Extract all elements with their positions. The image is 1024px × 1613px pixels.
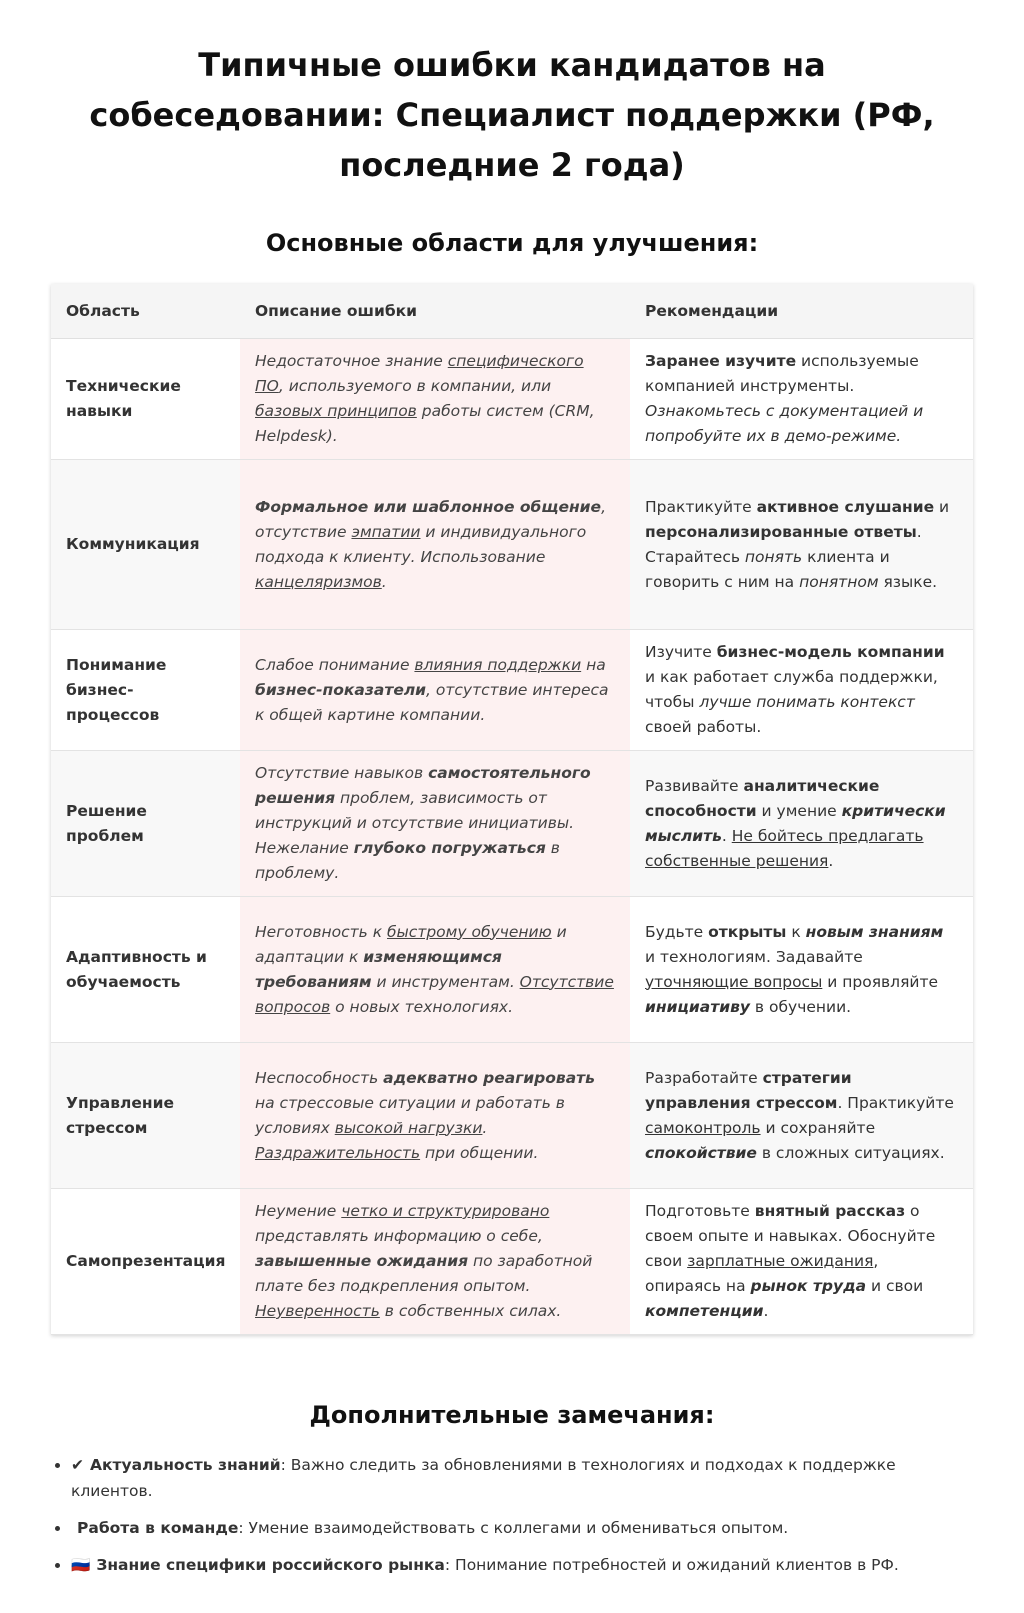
text-segment: Практикуйте — [645, 497, 757, 516]
text-segment: Неумение — [255, 1202, 342, 1220]
text-segment: рынок труда — [750, 1277, 867, 1295]
cell-error-description — [240, 897, 630, 1043]
text-segment: работы систем (CRM, Helpdesk). — [255, 402, 595, 445]
column-header-error: Описание ошибки — [240, 284, 630, 339]
text-segment: . Старайтесь — [645, 522, 922, 566]
text-segment: . — [482, 1118, 488, 1137]
text-segment: Формальное или шаблонное общение — [255, 497, 602, 516]
note-label: Знание специфики российского рынка — [96, 1556, 445, 1574]
text-segment: Заранее изучите — [645, 352, 797, 370]
text-segment: Изучите — [645, 643, 717, 661]
list-item — [71, 1452, 971, 1504]
text-segment: аналитические способности — [645, 776, 880, 820]
text-segment: Отсутствие вопросов — [255, 972, 614, 1016]
text-segment: при общении. — [420, 1143, 539, 1162]
list-item — [71, 1552, 971, 1578]
text-segment: новым знаниям — [805, 922, 944, 941]
table-row — [51, 897, 973, 1043]
text-segment: . — [721, 826, 732, 845]
text-segment: клиента и говорить с ним на — [645, 547, 890, 591]
text-segment: компетенции — [645, 1302, 764, 1320]
text-segment: . — [763, 1302, 769, 1320]
text-segment: Неготовность к — [255, 922, 387, 941]
text-segment: критически мыслить — [645, 801, 946, 845]
text-segment: базовых принципов — [255, 402, 417, 420]
text-segment: спокойствие — [645, 1143, 757, 1162]
text-segment: активное слушание — [756, 497, 935, 516]
text-segment: в обучении. — [750, 997, 852, 1016]
cell-error-description — [240, 460, 630, 630]
cell-recommendation — [630, 1189, 973, 1335]
text-segment: в сложных ситуациях. — [756, 1143, 945, 1162]
text-segment: на — [581, 655, 606, 674]
cell-area: Решение проблем — [51, 751, 240, 897]
improvement-table — [51, 284, 973, 1335]
text-segment: и свои — [866, 1277, 924, 1295]
checkmark-icon: ✔ — [71, 1456, 84, 1474]
text-segment: канцеляризмов — [255, 572, 382, 591]
text-segment: и сохраняйте — [760, 1118, 876, 1137]
text-segment: лучше понимать контекст — [699, 693, 915, 711]
text-segment: Неуверенность — [255, 1302, 380, 1320]
text-segment: бизнес-модель компании — [716, 643, 945, 661]
text-segment: , отсутствие интереса к общей картине компании. — [255, 680, 609, 724]
russia-flag-icon: 🇷🇺 — [71, 1556, 91, 1574]
text-segment: представлять информацию о себе, — [255, 1227, 543, 1245]
cell-error-description — [240, 630, 630, 751]
text-segment: Отсутствие навыков — [255, 764, 429, 782]
text-segment: Неспособность — [255, 1068, 384, 1087]
text-segment: завышенные ожидания — [255, 1252, 469, 1270]
text-segment: языке. — [878, 572, 938, 591]
note-text: : Важно следить за обновлениями в технологиях и подходах к поддержке клиентов. — [71, 1456, 896, 1500]
section-heading-areas: Основные области для улучшения: — [265, 229, 759, 257]
text-segment: понять — [744, 547, 803, 566]
note-label: Актуальность знаний — [90, 1456, 281, 1474]
text-segment: открыты — [708, 922, 787, 941]
table-row — [51, 630, 973, 751]
text-segment: и — [934, 497, 950, 516]
table-row — [51, 460, 973, 630]
text-segment: и индивидуального подхода к клиенту. Использование — [255, 522, 587, 566]
cell-area: Коммуникация — [51, 460, 240, 630]
table-row — [51, 1189, 973, 1335]
text-segment: и адаптации к — [255, 922, 567, 966]
cell-area: Адаптивность и обучаемость — [51, 897, 240, 1043]
notes-list — [51, 1452, 971, 1589]
note-text: : Умение взаимодействовать с коллегами и обмениваться опытом. — [238, 1519, 789, 1537]
text-segment: к — [786, 922, 806, 941]
text-segment: специфического ПО — [255, 352, 584, 395]
text-segment: персонализированные ответы — [645, 522, 917, 541]
text-segment: . — [828, 851, 834, 870]
section-heading-notes: Дополнительные замечания: — [309, 1401, 715, 1429]
text-segment: своей работы. — [645, 718, 762, 736]
text-segment: Разработайте — [645, 1068, 763, 1087]
text-segment: , используемого в компании, или — [278, 377, 552, 395]
text-segment: . Практикуйте — [837, 1093, 954, 1112]
cell-area: Понимание бизнес-процессов — [51, 630, 240, 751]
text-segment: Слабое понимание — [255, 655, 415, 674]
text-segment: Развивайте — [645, 776, 744, 795]
text-segment: в проблему. — [255, 839, 560, 882]
text-segment: быстрому обучению — [387, 922, 552, 941]
text-segment: , опираясь на — [645, 1252, 879, 1295]
table-row — [51, 751, 973, 897]
text-segment: эмпатии — [351, 522, 421, 541]
cell-error-description — [240, 1043, 630, 1189]
text-segment: в собственных силах. — [379, 1302, 562, 1320]
text-segment: внятный рассказ — [754, 1202, 906, 1220]
text-segment: Ознакомьтесь с документацией и попробуйте их в демо-режиме. — [645, 402, 924, 445]
note-text: : Понимание потребностей и ожиданий клиентов в РФ. — [444, 1556, 899, 1574]
cell-recommendation — [630, 1043, 973, 1189]
text-segment: понятном — [799, 572, 879, 591]
text-segment: уточняющие вопросы — [645, 972, 823, 991]
table-header-row — [51, 284, 973, 339]
table-row — [51, 339, 973, 460]
text-segment: и технологиям. Задавайте — [645, 947, 863, 966]
text-segment: Раздражительность — [255, 1143, 421, 1162]
table-row — [51, 1043, 973, 1189]
text-segment: и проявляйте — [822, 972, 939, 991]
text-segment: глубоко погружаться — [353, 839, 546, 857]
cell-area: Управление стрессом — [51, 1043, 240, 1189]
text-segment: и умение — [756, 801, 842, 820]
cell-error-description — [240, 339, 630, 460]
text-segment: Будьте — [645, 922, 709, 941]
text-segment: и инструментам. — [371, 972, 520, 991]
text-segment: о своем опыте и навыках. Обоснуйте свои — [645, 1202, 936, 1270]
text-segment: бизнес-показатели — [255, 680, 427, 699]
page-title: Типичные ошибки кандидатов на собеседовании: Специалист поддержки (РФ, последние 2 года) — [89, 46, 935, 184]
text-segment: о новых технологиях. — [330, 997, 514, 1016]
text-segment: и как работает служба поддержки, чтобы — [645, 668, 938, 711]
cell-recommendation — [630, 630, 973, 751]
cell-recommendation — [630, 460, 973, 630]
text-segment: самоконтроль — [645, 1118, 761, 1137]
note-label: Работа в команде — [77, 1519, 239, 1537]
cell-recommendation — [630, 339, 973, 460]
text-segment: адекватно реагировать — [383, 1068, 595, 1087]
text-segment: используемые компанией инструменты. — [645, 352, 919, 395]
column-header-recommendations: Рекомендации — [630, 284, 973, 339]
cell-error-description — [240, 1189, 630, 1335]
text-segment: , отсутствие — [255, 497, 606, 541]
cell-error-description — [240, 751, 630, 897]
text-segment: Подготовьте — [645, 1202, 755, 1220]
text-segment: самостоятельного решения — [255, 764, 591, 807]
cell-recommendation — [630, 751, 973, 897]
list-item — [71, 1515, 971, 1541]
cell-area: Самопрезентация — [51, 1189, 240, 1335]
text-segment: проблем, зависимость от инструкций и отсутствие инициативы. Нежелание — [255, 789, 575, 857]
text-segment: зарплатные ожидания — [687, 1252, 874, 1270]
text-segment: на стрессовые ситуации и работать в условиях — [255, 1093, 565, 1137]
text-segment: влияния поддержки — [414, 655, 582, 674]
cell-area: Технические навыки — [51, 339, 240, 460]
text-segment: . — [381, 572, 387, 591]
text-segment: высокой нагрузки — [334, 1118, 483, 1137]
column-header-area: Область — [51, 284, 240, 339]
text-segment: по заработной плате без подкрепления опытом. — [255, 1252, 593, 1295]
text-segment: Не бойтесь предлагать собственные решения — [645, 826, 924, 870]
text-segment: изменяющимся требованиям — [255, 947, 502, 991]
text-segment: инициативу — [645, 997, 750, 1016]
cell-recommendation — [630, 897, 973, 1043]
text-segment: четко и структурировано — [341, 1202, 550, 1220]
text-segment: стратегии управления стрессом — [645, 1068, 852, 1112]
text-segment: Недостаточное знание — [255, 352, 448, 370]
